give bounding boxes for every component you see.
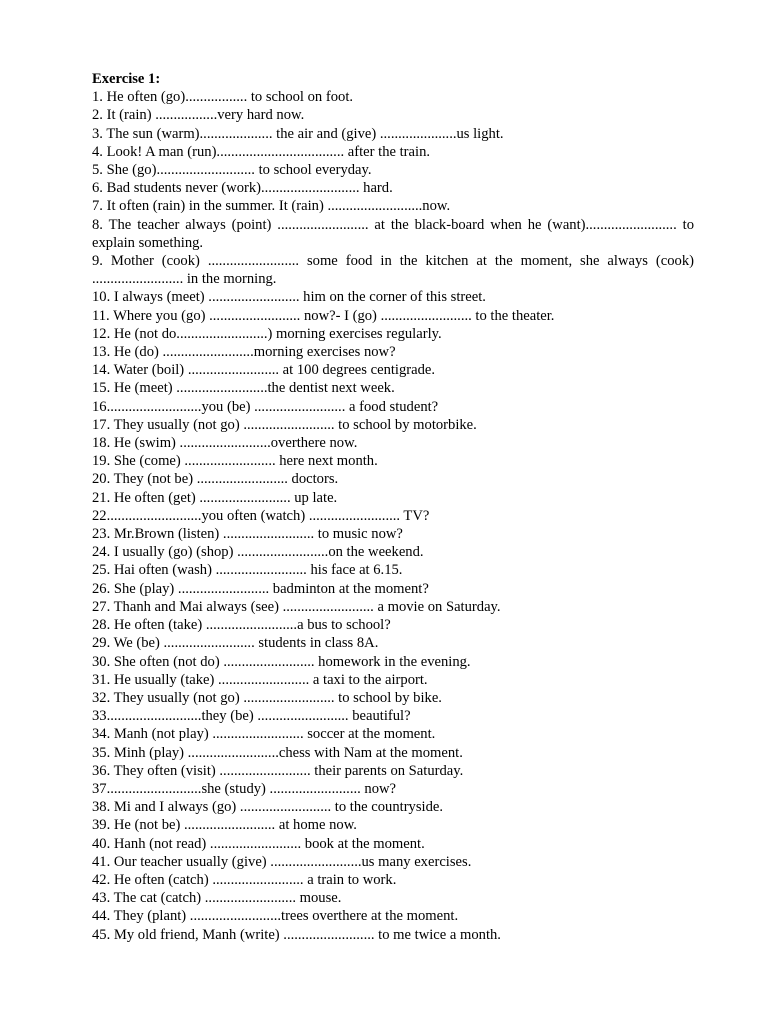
exercise-item: 10. I always (meet) ......................... him on the corner of this street. — [92, 289, 486, 306]
exercise-item: 2. It (rain) .................very hard now. — [92, 107, 305, 124]
exercise-item: 5. She (go)........................... to school everyday. — [92, 162, 372, 179]
exercise-item: 43. The cat (catch) ......................... mouse. — [92, 890, 342, 907]
exercise-item: 37..........................she (study) ......................... now? — [92, 780, 397, 797]
exercise-item: 23. Mr.Brown (listen) ......................... to music now? — [92, 526, 403, 543]
exercise-item: 14. Water (boil) ......................... at 100 degrees centigrade. — [92, 362, 436, 379]
exercise-item: 34. Manh (not play) ......................... soccer at the moment. — [92, 726, 436, 743]
exercise-item: 28. He often (take) .........................a bus to school? — [92, 617, 391, 634]
exercise-item: 25. Hai often (wash) ......................... his face at 6.15. — [92, 562, 403, 579]
exercise-item: 44. They (plant) .........................trees overthere at the moment. — [92, 908, 459, 925]
exercise-item: 35. Minh (play) .........................chess with Nam at the moment. — [92, 744, 463, 761]
exercise-item: 29. We (be) ......................... students in class 8A. — [92, 635, 379, 652]
exercise-item: 22..........................you often (watch) ......................... TV? — [92, 507, 430, 524]
exercise-item: 20. They (not be) ......................... doctors. — [92, 471, 339, 488]
exercise-item: 18. He (swim) .........................overthere now. — [92, 435, 358, 452]
exercise-item: 13. He (do) .........................morning exercises now? — [92, 344, 396, 361]
exercise-item: 15. He (meet) .........................the dentist next week. — [92, 380, 395, 397]
exercise-item: 1. He often (go)................. to school on foot. — [92, 89, 354, 106]
exercise-item: 39. He (not be) ......................... at home now. — [92, 817, 357, 834]
exercise-item: 36. They often (visit) ......................... their parents on Saturday. — [92, 762, 464, 779]
exercise-item: 24. I usually (go) (shop) .........................on the weekend. — [92, 544, 424, 561]
exercise-item: 6. Bad students never (work)........................... hard. — [92, 180, 393, 197]
exercise-item: 8. The teacher always (point) ......................... at the black-board when he (want)......................... to explain something. — [92, 216, 694, 251]
exercise-item: 40. Hanh (not read) ......................... book at the moment. — [92, 835, 425, 852]
exercise-title: Exercise 1: — [92, 71, 161, 87]
exercise-item: 21. He often (get) ......................... up late. — [92, 489, 338, 506]
exercise-item: 30. She often (not do) ......................... homework in the evening. — [92, 653, 471, 670]
exercise-item: 27. Thanh and Mai always (see) ......................... a movie on Saturday. — [92, 598, 501, 615]
exercise-item: 11. Where you (go) ......................... now?- I (go) ......................... to the theater. — [92, 307, 555, 324]
exercise-item: 41. Our teacher usually (give) .........................us many exercises. — [92, 853, 472, 870]
exercise-item: 19. She (come) ......................... here next month. — [92, 453, 378, 470]
exercise-item: 4. Look! A man (run)................................... after the train. — [92, 143, 431, 160]
exercise-item: 9. Mother (cook) ......................... some food in the kitchen at the moment, she always (cook) ......................... in the morning. — [92, 253, 694, 288]
exercise-item: 32. They usually (not go) ......................... to school by bike. — [92, 689, 442, 706]
exercise-document — [92, 70, 694, 944]
exercise-item: 3. The sun (warm).................... the air and (give) .....................us light. — [92, 125, 504, 142]
exercise-item: 12. He (not do.........................) morning exercises regularly. — [92, 325, 442, 342]
exercise-item: 45. My old friend, Manh (write) ......................... to me twice a month. — [92, 926, 501, 943]
exercise-item: 7. It often (rain) in the summer. It (rain) ..........................now. — [92, 198, 451, 215]
exercise-item: 26. She (play) ......................... badminton at the moment? — [92, 580, 429, 597]
exercise-list — [92, 88, 694, 944]
exercise-item: 42. He often (catch) ......................... a train to work. — [92, 871, 397, 888]
exercise-item: 16..........................you (be) ......................... a food student? — [92, 398, 439, 415]
exercise-item: 31. He usually (take) ......................... a taxi to the airport. — [92, 671, 428, 688]
exercise-item: 17. They usually (not go) ......................... to school by motorbike. — [92, 416, 477, 433]
exercise-item: 33..........................they (be) ......................... beautiful? — [92, 708, 411, 725]
exercise-item: 38. Mi and I always (go) ......................... to the countryside. — [92, 799, 444, 816]
